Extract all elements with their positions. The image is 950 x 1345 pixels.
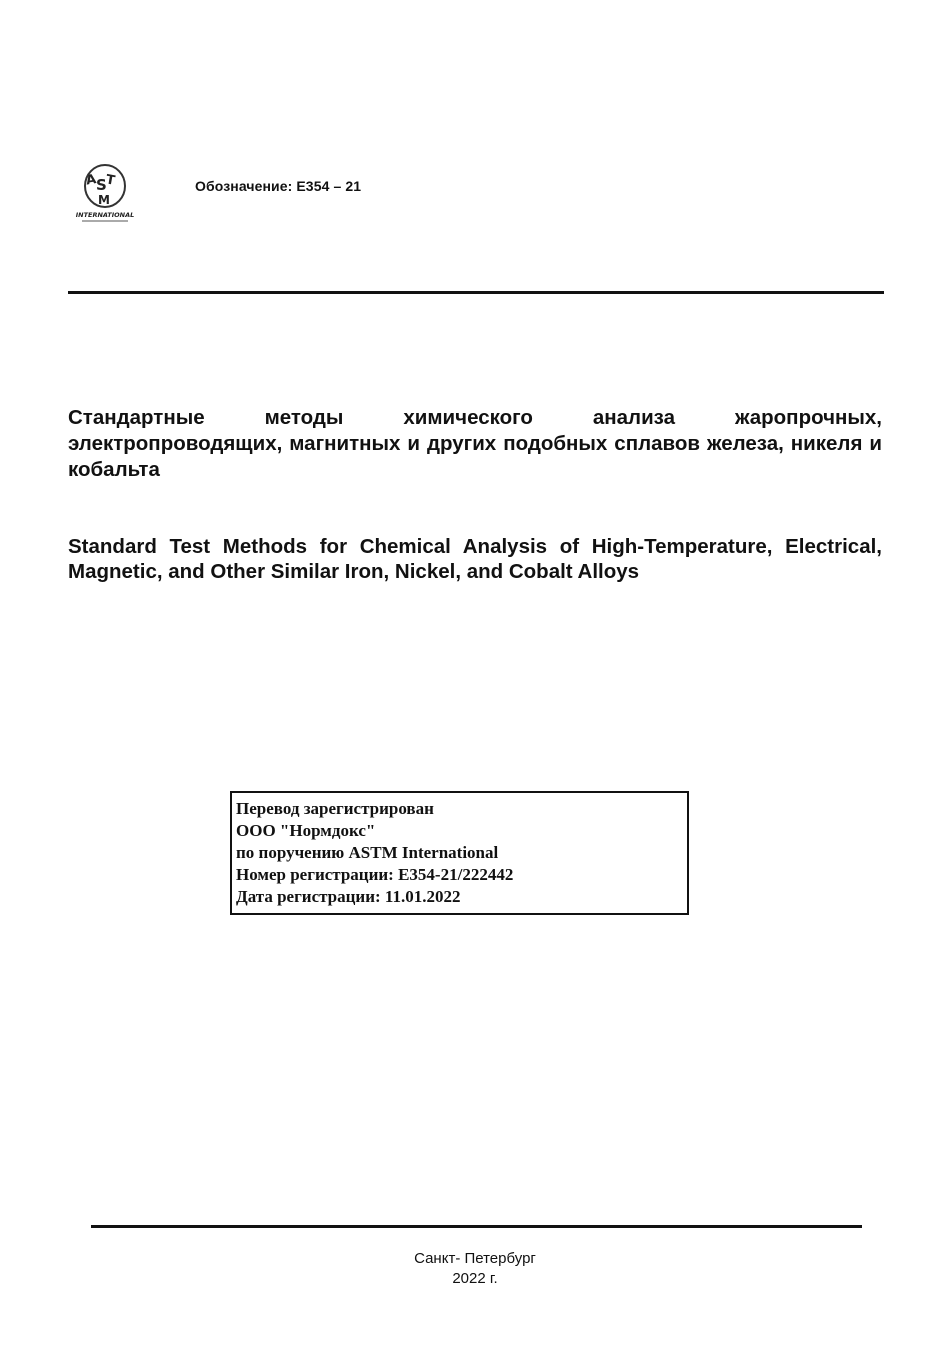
footer-city: Санкт- Петербург xyxy=(414,1250,536,1267)
title-english: Standard Test Methods for Chemical Analysis of High-Temperature, Electrical, Magnetic, and Other Similar Iron, Nickel, and Cobalt Alloys xyxy=(68,535,882,583)
svg-text:T: T xyxy=(104,172,117,189)
registration-date: Дата регистрации: 11.01.2022 xyxy=(236,887,461,906)
svg-text:M: M xyxy=(98,193,110,207)
svg-text:INTERNATIONAL: INTERNATIONAL xyxy=(76,211,134,219)
document-designation: Обозначение: E354 – 21 xyxy=(195,178,362,194)
astm-logo xyxy=(76,162,134,224)
footer-divider xyxy=(91,1225,862,1228)
registration-commissioner: по поручению ASTM International xyxy=(236,843,499,862)
registration-number: Номер регистрации: E354-21/222442 xyxy=(236,865,514,884)
title-russian: Стандартные методы химического анализа жаропрочных, электропроводящих, магнитных и других подобных сплавов железа, никеля и кобальта xyxy=(68,406,882,481)
svg-text:A: A xyxy=(84,172,98,189)
registration-box xyxy=(230,791,689,915)
svg-text:S: S xyxy=(96,176,107,194)
registration-line: Перевод зарегистрирован xyxy=(236,799,434,818)
header-divider xyxy=(68,291,884,294)
registration-company: ООО "Нормдокс" xyxy=(236,821,376,840)
footer-year: 2022 г. xyxy=(452,1270,498,1287)
